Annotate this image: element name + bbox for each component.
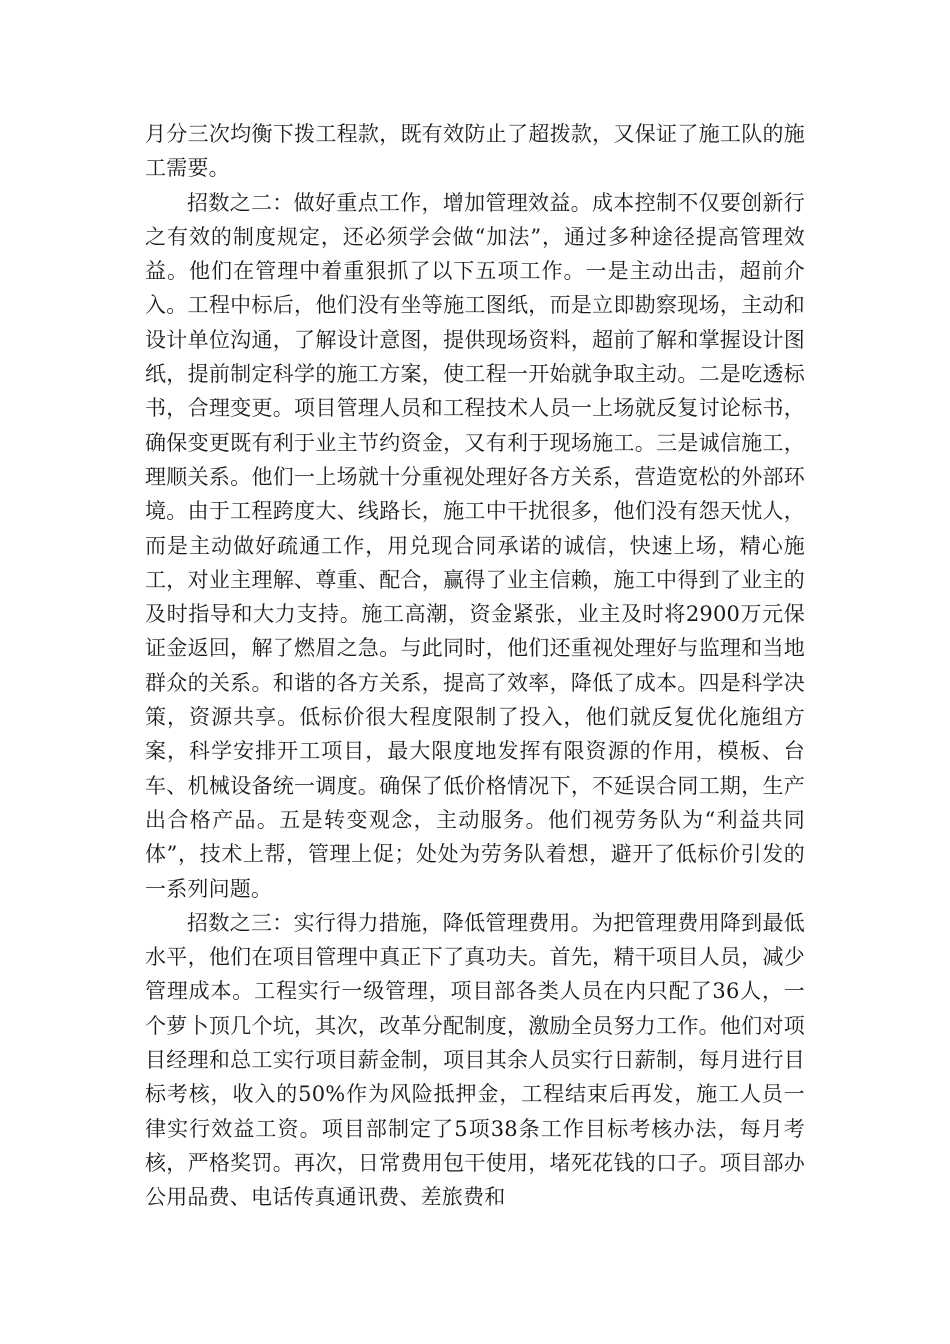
paragraph-funding: 月分三次均衡下拨工程款，既有效防止了超拨款，又保证了施工队的施工需要。 (145, 122, 805, 181)
paragraph-strategy-two: 招数之二：做好重点工作，增加管理效益。成本控制不仅要创新行之有效的制度规定，还必须学会做“加法”，通过多种途径提高管理效益。他们在管理中着重狠抓了以下五项工作。一是主动出击，超前介入。工程中标后，他们没有坐等施工图纸，而是立即勘察现场，主动和设计单位沟通，了解设计意图，提供现场资料，超前了解和掌握设计图纸，提前制定科学的施工方案，使工程一开始就争取主动。二是吃透标书，合理变更。项目管理人员和工程技术人员一上场就反复讨论标书，确保变更既有利于业主节约资金，又有利于现场施工。三是诚信施工，理顺关系。他们一上场就十分重视处理好各方关系，营造宽松的外部环境。由于工程跨度大、线路长，施工中干扰很多，他们没有怨天忧人，而是主动做好疏通工作，用兑现合同承诺的诚信，快速上场，精心施工，对业主理解、尊重、配合，赢得了业主信赖，施工中得到了业主的及时指导和大力支持。施工高潮，资金紧张，业主及时将2900万元保证金返回，解了燃眉之急。与此同时，他们还重视处理好与监理和当地群众的关系。和谐的各方关系，提高了效率，降低了成本。四是科学决策，资源共享。低标价很大程度限制了投入，他们就反复优化施组方案，科学安排开工项目，最大限度地发挥有限资源的作用，模板、台车、机械设备统一调度。确保了低价格情况下，不延误合同工期，生产出合格产品。五是转变观念，主动服务。他们视劳务队为“利益共同体”，技术上帮，管理上促；处处为劳务队着想，避开了低标价引发的一系列问题。 (145, 190, 805, 901)
document-page (145, 117, 805, 1215)
paragraph-strategy-three: 招数之三：实行得力措施，降低管理费用。为把管理费用降到最低水平，他们在项目管理中真正下了真功夫。首先，精干项目人员，减少管理成本。工程实行一级管理，项目部各类人员在内只配了36人，一个萝卜顶几个坑，其次，改革分配制度，激励全员努力工作。他们对项目经理和总工实行项目薪金制，项目其余人员实行日薪制，每月进行目标考核，收入的50%作为风险抵押金，工程结束后再发，施工人员一律实行效益工资。项目部制定了5项38条工作目标考核办法，每月考核，严格奖罚。再次，日常费用包干使用，堵死花钱的口子。项目部办公用品费、电话传真通讯费、差旅费和 (145, 910, 805, 1210)
